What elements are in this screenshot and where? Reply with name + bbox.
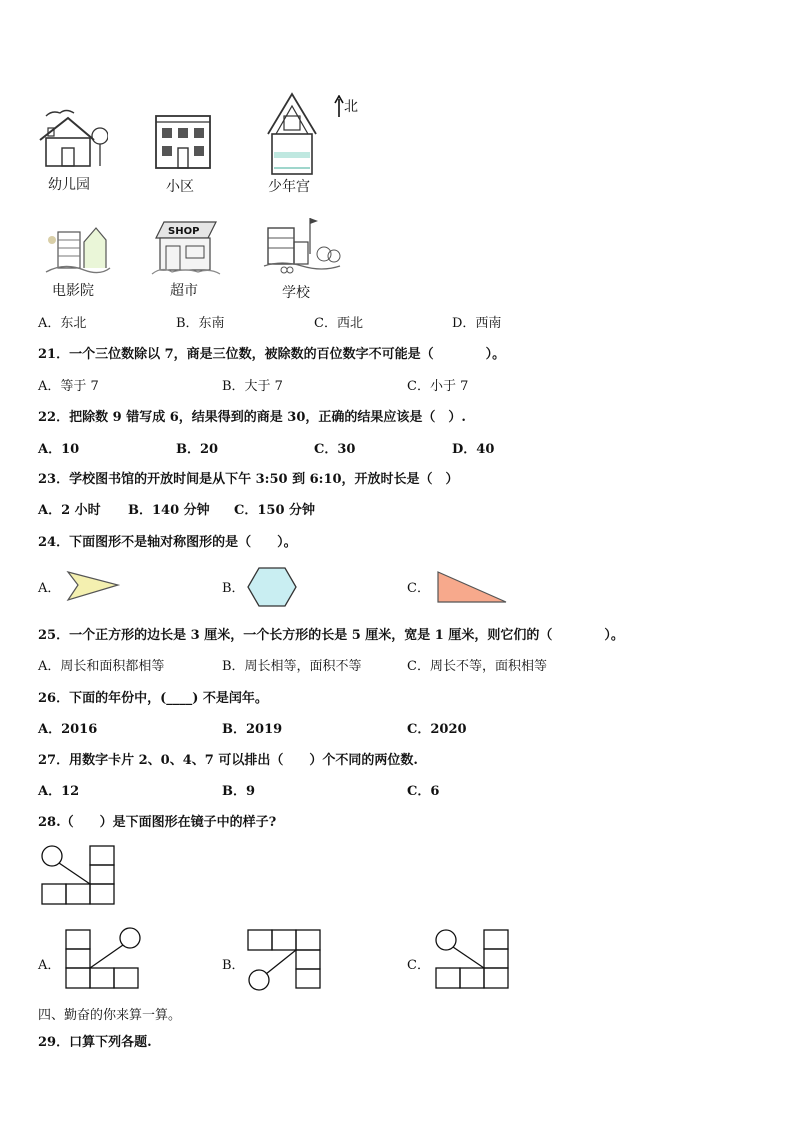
kindergarten-icon [36, 102, 108, 170]
section-4-title: 四、勤奋的你来算一算。 [38, 1008, 182, 1023]
q27-option-a[interactable]: A．12 [38, 784, 80, 799]
q24-option-a[interactable]: A． [38, 581, 61, 596]
cinema-icon [44, 220, 112, 278]
q25-option-b[interactable]: B．周长相等，面积不等 [222, 659, 362, 674]
residential-area-icon [154, 112, 214, 170]
q28-option-a[interactable]: A． [38, 958, 61, 973]
place-label-youth-palace: 少年宫 [268, 179, 310, 195]
q27-option-c[interactable]: C．6 [407, 784, 440, 799]
q20-option-b[interactable]: B．东南 [176, 316, 225, 331]
q24-option-c[interactable]: C． [407, 581, 430, 596]
place-label-cinema: 电影院 [52, 283, 94, 299]
q22-stem: 22．把除数 9 错写成 6，结果得到的商是 30，正确的结果应该是（ ）. [38, 410, 466, 425]
q23-option-c[interactable]: C．150 分钟 [234, 503, 316, 518]
place-label-school: 学校 [282, 285, 310, 301]
mirror-figure-b [244, 926, 328, 992]
shop-sign-text: SHOP [168, 226, 200, 237]
q23-stem: 23．学校图书馆的开放时间是从下午 3:50 到 6:10，开放时长是（ ） [38, 472, 459, 487]
q28-option-c[interactable]: C． [407, 958, 430, 973]
hexagon-shape-icon [246, 566, 298, 608]
q20-option-c[interactable]: C．西北 [314, 316, 363, 331]
q20-option-a[interactable]: A．东北 [38, 316, 87, 331]
north-arrow-icon [334, 95, 344, 117]
q22-option-a[interactable]: A．10 [38, 442, 80, 457]
q23-option-a[interactable]: A．2 小时 [38, 503, 101, 518]
triangle-shape-icon [436, 570, 508, 604]
q25-option-a[interactable]: A．周长和面积都相等 [38, 659, 165, 674]
q26-option-b[interactable]: B．2019 [222, 722, 283, 737]
q26-option-a[interactable]: A．2016 [38, 722, 98, 737]
q24-option-b[interactable]: B． [222, 581, 245, 596]
q27-option-b[interactable]: B．9 [222, 784, 256, 799]
youth-palace-icon [264, 92, 320, 176]
q21-option-c[interactable]: C．小于 7 [407, 379, 469, 394]
q24-stem: 24．下面图形不是轴对称图形的是（ ）。 [38, 535, 297, 550]
q23-option-b[interactable]: B．140 分钟 [128, 503, 210, 518]
q26-stem: 26．下面的年份中，(____) 不是闰年。 [38, 691, 268, 706]
q25-option-c[interactable]: C．周长不等，面积相等 [407, 659, 547, 674]
original-figure [38, 844, 122, 908]
mirror-figure-a [62, 926, 146, 992]
q28-stem: 28.（ ）是下面图形在镜子中的样子? [38, 815, 277, 830]
q21-stem: 21．一个三位数除以 7，商是三位数，被除数的百位数字不可能是（ ）。 [38, 347, 506, 362]
place-label-residential: 小区 [166, 179, 194, 195]
q28-option-b[interactable]: B． [222, 958, 245, 973]
q29-stem: 29．口算下列各题. [38, 1035, 152, 1050]
place-label-supermarket: 超市 [170, 283, 198, 299]
school-icon [262, 214, 342, 278]
q27-stem: 27．用数字卡片 2、0、4、7 可以排出（ ）个不同的两位数. [38, 753, 418, 768]
q22-option-b[interactable]: B．20 [176, 442, 219, 457]
q21-option-b[interactable]: B．大于 7 [222, 379, 283, 394]
arrow-shape-icon [64, 570, 122, 602]
q25-stem: 25．一个正方形的边长是 3 厘米，一个长方形的长是 5 厘米，宽是 1 厘米，则它们的（ ）。 [38, 628, 624, 643]
q26-option-c[interactable]: C．2020 [407, 722, 467, 737]
place-label-kindergarten: 幼儿园 [48, 177, 90, 193]
q20-option-d[interactable]: D．西南 [452, 316, 502, 331]
q21-option-a[interactable]: A．等于 7 [38, 379, 99, 394]
mirror-figure-c [430, 926, 514, 992]
q22-option-d[interactable]: D．40 [452, 442, 495, 457]
north-label: 北 [344, 99, 358, 115]
q22-option-c[interactable]: C．30 [314, 442, 356, 457]
